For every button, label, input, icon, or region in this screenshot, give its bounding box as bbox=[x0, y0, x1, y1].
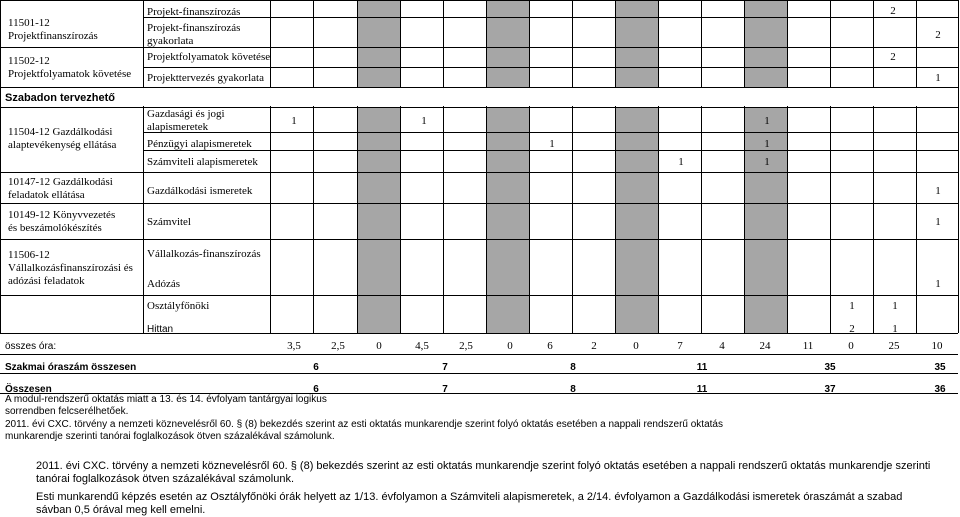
grid-cell bbox=[486, 0, 529, 87]
grand-total-value: 11 bbox=[696, 384, 708, 395]
total-hours-value: 6 bbox=[547, 340, 553, 352]
grid-vline bbox=[744, 0, 745, 333]
cell-value: 2 bbox=[890, 5, 896, 17]
professional-total-value: 8 bbox=[570, 362, 576, 373]
cell-value: 2 bbox=[849, 323, 855, 335]
subject-szamviteli-alap: Számviteli alapismeretek bbox=[147, 156, 258, 168]
total-hours-value: 0 bbox=[633, 340, 639, 352]
grid-vline bbox=[701, 0, 702, 333]
total-hours-value: 4,5 bbox=[415, 340, 429, 352]
module-11504-label: 11504-12 Gazdálkodási alaptevékenység ellátása bbox=[8, 126, 117, 151]
total-hours-value: 3,5 bbox=[287, 340, 301, 352]
grid-vline bbox=[572, 0, 573, 333]
grid-cell bbox=[357, 0, 400, 87]
module-11501-label: 11501-12 Projektfinanszírozás bbox=[8, 17, 98, 42]
subject-projekt-finanszirozas-gyak: Projekt-finanszírozás gyakorlata bbox=[147, 22, 241, 47]
grid-hline bbox=[0, 373, 958, 374]
total-hours-label: összes óra: bbox=[5, 341, 57, 352]
grid-vline bbox=[529, 0, 530, 333]
grid-cell bbox=[486, 107, 529, 333]
total-hours-value: 2,5 bbox=[331, 340, 345, 352]
subject-hittan: Hittan bbox=[147, 324, 174, 335]
total-hours-value: 25 bbox=[888, 340, 900, 352]
module-10149-label: 10149-12 Könyvvezetés és beszámolókészítés bbox=[8, 209, 116, 234]
grid-vline bbox=[143, 0, 144, 333]
subject-projekt-finanszirozas: Projekt-finanszírozás bbox=[147, 6, 241, 18]
module-10147-label: 10147-12 Gazdálkodási feladatok ellátása bbox=[8, 176, 113, 201]
total-hours-value: 0 bbox=[507, 340, 513, 352]
grid-hline bbox=[0, 172, 958, 173]
grid-hline bbox=[0, 107, 958, 108]
cell-value: 1 bbox=[421, 115, 427, 127]
cell-value: 1 bbox=[291, 115, 297, 127]
grand-total-label: Összesen bbox=[5, 384, 52, 395]
grand-total-value: 8 bbox=[570, 384, 576, 395]
grid-cell bbox=[357, 107, 400, 333]
total-hours-value: 4 bbox=[719, 340, 725, 352]
subject-szamvitel: Számvitel bbox=[147, 216, 191, 228]
cell-value: 1 bbox=[849, 300, 855, 312]
grid-vline bbox=[916, 0, 917, 333]
total-hours-value: 7 bbox=[677, 340, 683, 352]
subject-adozas: Adózás bbox=[147, 278, 180, 290]
grid-vline bbox=[486, 0, 487, 333]
cell-value: 1 bbox=[549, 138, 555, 150]
cell-value: 1 bbox=[764, 138, 770, 150]
professional-total-value: 11 bbox=[696, 362, 708, 373]
cell-value: 2 bbox=[935, 29, 941, 41]
module-11502-label: 11502-12 Projektfolyamatok követése bbox=[8, 55, 132, 80]
cell-value: 1 bbox=[935, 72, 941, 84]
total-hours-value: 24 bbox=[759, 340, 771, 352]
grand-total-value: 6 bbox=[313, 384, 319, 395]
cell-value: 1 bbox=[892, 300, 898, 312]
subject-osztalyfonoki: Osztályfőnöki bbox=[147, 300, 210, 312]
professional-total-label: Szakmai óraszám összesen bbox=[5, 362, 137, 373]
grand-total-value: 7 bbox=[442, 384, 448, 395]
cell-value: 1 bbox=[935, 216, 941, 228]
subject-projektfolyamatok: Projektfolyamatok követése bbox=[147, 51, 271, 63]
grid-hline bbox=[0, 203, 958, 204]
note-modular: A modul-rendszerű oktatás miatt a 13. és 14. évfolyam tantárgyai logikus sorrendben felcserélhetőek. bbox=[5, 394, 327, 417]
subject-gazdasagi-jogi: Gazdasági és jogi alapismeretek bbox=[147, 108, 225, 133]
grid-hline bbox=[0, 333, 958, 334]
note-evening: Esti munkarendű képzés esetén az Osztályfőnöki órák helyett az 1/13. évfolyamon a Számviteli alapismeretek, a 2/14. évfolyamon a Gazdálkodási ismeretek óraszámát a szabad sávban 0,5 órával meg kell emelni. bbox=[36, 491, 903, 516]
total-hours-value: 2,5 bbox=[459, 340, 473, 352]
grid-vline bbox=[958, 0, 959, 333]
cell-value: 1 bbox=[935, 278, 941, 290]
grid-cell bbox=[1, 88, 958, 106]
grid-hline bbox=[143, 17, 958, 18]
module-11506-label: 11506-12 Vállalkozásfinanszírozási és adózási feladatok bbox=[8, 249, 133, 287]
grid-vline bbox=[443, 0, 444, 333]
total-hours-value: 11 bbox=[802, 340, 814, 352]
subject-penzugyi: Pénzügyi alapismeretek bbox=[147, 138, 252, 150]
note-law-small: 2011. évi CXC. törvény a nemzeti köznevelésről 60. § (8) bekezdés szerint az esti oktatás munkarendje szerint folyó oktatás esetében a nappali rendszerű oktatás munkarendje szerinti tanórai foglalkozások ötven százalékával számolunk. bbox=[5, 419, 723, 442]
subject-vallalkozas-fin: Vállalkozás-finanszírozás bbox=[147, 248, 261, 260]
grid-vline bbox=[658, 0, 659, 333]
cell-value: 2 bbox=[890, 51, 896, 63]
professional-total-value: 7 bbox=[442, 362, 448, 373]
note-law: 2011. évi CXC. törvény a nemzeti köznevelésről 60. § (8) bekezdés szerint az esti oktatás munkarendje szerint folyó oktatás esetében a nappali rendszerű oktatás munkarendje szerinti tanórai foglalkozások ötven százalékával számolunk. bbox=[36, 460, 931, 485]
grid-vline bbox=[787, 0, 788, 333]
grid-vline bbox=[830, 0, 831, 333]
grid-hline bbox=[143, 67, 958, 68]
professional-total-value: 6 bbox=[313, 362, 319, 373]
total-hours-value: 0 bbox=[376, 340, 382, 352]
total-hours-value: 0 bbox=[848, 340, 854, 352]
grid-vline bbox=[357, 0, 358, 333]
grid-hline bbox=[0, 295, 958, 296]
grid-hline bbox=[0, 354, 958, 355]
section-free-label: Szabadon tervezhető bbox=[5, 92, 116, 104]
grid-vline bbox=[270, 0, 271, 333]
grid-vline bbox=[873, 0, 874, 333]
cell-value: 1 bbox=[764, 156, 770, 168]
grid-cell bbox=[615, 107, 658, 333]
professional-total-value: 35 bbox=[934, 362, 946, 373]
grand-total-value: 37 bbox=[824, 384, 836, 395]
subject-projekttervezes: Projekttervezés gyakorlata bbox=[147, 72, 264, 84]
grid-vline bbox=[313, 0, 314, 333]
professional-total-value: 35 bbox=[824, 362, 836, 373]
grid-hline bbox=[0, 239, 958, 240]
cell-value: 1 bbox=[678, 156, 684, 168]
grid-vline bbox=[0, 0, 1, 333]
cell-value: 1 bbox=[935, 185, 941, 197]
grid-cell bbox=[744, 0, 787, 87]
subject-gazdalkodasi-ism: Gazdálkodási ismeretek bbox=[147, 185, 253, 197]
cell-value: 1 bbox=[892, 323, 898, 335]
grid-cell bbox=[615, 0, 658, 87]
grid-hline bbox=[0, 0, 958, 1]
grid-vline bbox=[400, 0, 401, 333]
total-hours-value: 2 bbox=[591, 340, 597, 352]
cell-value: 1 bbox=[764, 115, 770, 127]
total-hours-value: 10 bbox=[931, 340, 943, 352]
grand-total-value: 36 bbox=[934, 384, 946, 395]
grid-vline bbox=[615, 0, 616, 333]
